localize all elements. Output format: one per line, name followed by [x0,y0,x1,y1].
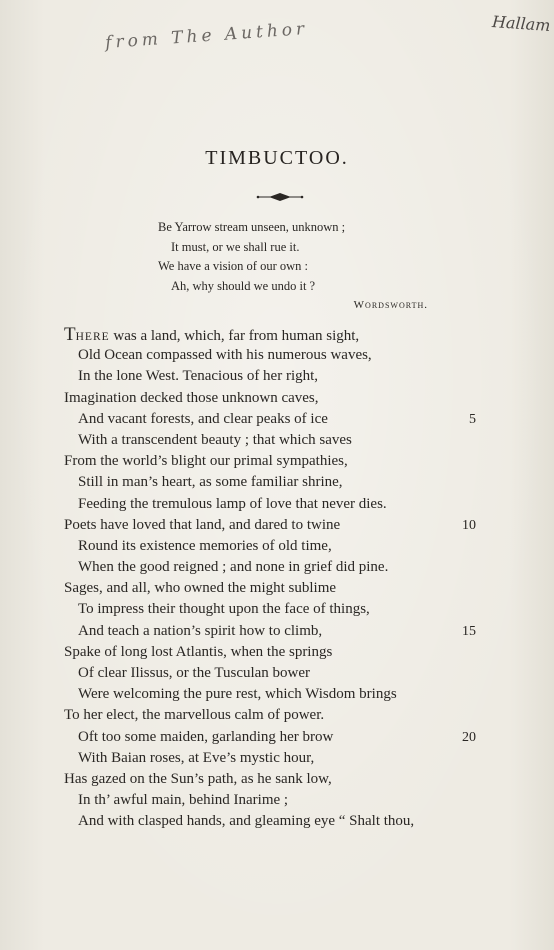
poem-body [0,324,554,833]
verse-line [0,324,554,345]
verse-text: In th’ awful main, behind Inarime ; [78,792,289,809]
epigraph-author: Wordsworth. [353,299,428,311]
verse-text: Round its existence memories of old time, [78,537,332,554]
verse-line [0,727,554,748]
verse-line [0,409,554,430]
verse-text: Were welcoming the pure rest, which Wisdom brings [78,686,397,703]
verse-line [0,345,554,366]
verse-line [0,578,554,599]
verse-line [0,663,554,684]
ornament-divider-icon [255,191,305,203]
verse-text: With Baian roses, at Eve’s mystic hour, [78,749,315,766]
verse-text: Has gazed on the Sun’s path, as he sank low, [64,770,332,787]
verse-line [0,557,554,578]
verse-text: With a transcendent beauty ; that which saves [78,431,352,448]
verse-line [0,811,554,832]
epigraph-line: Ah, why should we undo it ? [171,278,316,293]
line-number: 5 [469,411,476,427]
line-number: 10 [462,517,476,533]
verse-text: And with clasped hands, and gleaming eye “ Shalt thou, [78,813,415,830]
verse-line [0,366,554,387]
verse-line [0,642,554,663]
verse-text: Feeding the tremulous lamp of love that never dies. [78,495,387,512]
line-number: 20 [462,729,476,745]
verse-line [0,748,554,769]
verse-text: Oft too some maiden, garlanding her brow [78,728,334,745]
verse-text: Poets have loved that land, and dared to twine [64,516,341,533]
verse-text: Sages, and all, who owned the might sublime [64,580,337,597]
epigraph-line: We have a vision of our own : [158,259,308,273]
verse-text: In the lone West. Tenacious of her right, [78,368,319,385]
verse-text: To her elect, the marvellous calm of power. [64,707,325,724]
epigraph [158,218,438,316]
verse-text: To impress their thought upon the face of things, [78,601,370,618]
epigraph-line: It must, or we shall rue it. [171,239,300,254]
verse-line [0,684,554,705]
verse-text: Imagination decked those unknown caves, [64,389,319,406]
verse-line [0,536,554,557]
verse-line [0,515,554,536]
verse-text: And vacant forests, and clear peaks of ice [78,410,328,427]
epigraph-line: Be Yarrow stream unseen, unknown ; [158,220,346,234]
verse-line [0,430,554,451]
verse-line [0,599,554,620]
verse-line [0,451,554,472]
verse-text: Still in man’s heart, as some familiar shrine, [78,474,343,491]
poem-title: TIMBUCTOO. [205,147,349,169]
first-word-small-caps: HERE [75,331,110,343]
verse-line [0,705,554,726]
verse-text-rest: was a land, which, far from human sight, [109,328,360,344]
handwritten-inscription: from The Author [104,18,309,54]
verse-text: And teach a nation’s spirit how to climb, [78,622,323,639]
verse-line [0,388,554,409]
initial-capital: T [64,324,76,345]
verse-text: Of clear Ilissus, or the Tusculan bower [78,665,311,681]
verse-line [0,790,554,811]
verse-line [0,769,554,790]
handwritten-owner-name: Hallam [491,11,552,36]
verse-text: When the good reigned ; and none in grief did pine. [78,559,389,576]
verse-text: Spake of long lost Atlantis, when the springs [64,643,333,660]
verse-line [0,472,554,493]
line-number: 15 [462,623,476,639]
verse-text: Old Ocean compassed with his numerous waves, [78,347,372,364]
verse-line [0,494,554,515]
verse-line [0,621,554,642]
verse-text: From the world’s blight our primal sympathies, [64,453,348,470]
